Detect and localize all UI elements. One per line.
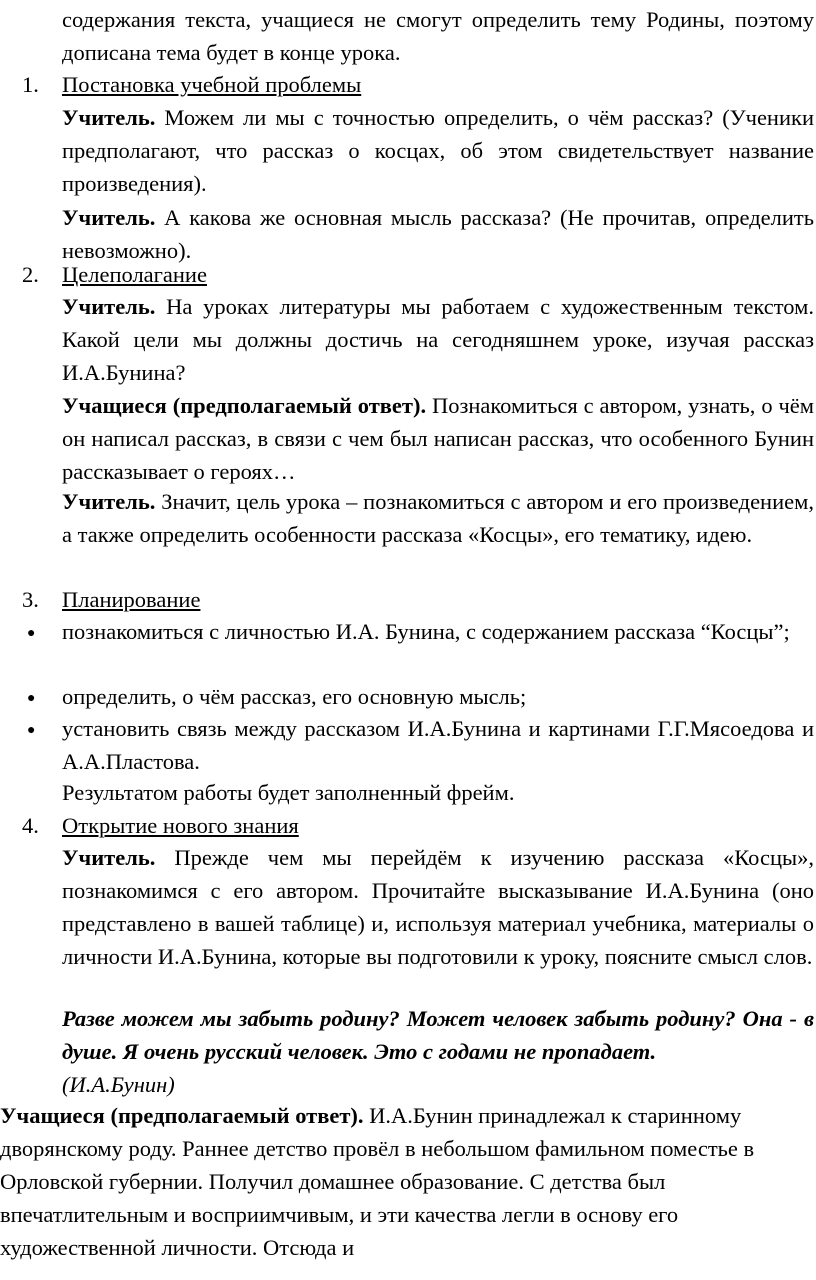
- plan-result: Результатом работы будет заполненный фрейм.: [62, 780, 515, 805]
- plan-item-3: установить связь между рассказом И.А.Бунина и картинами Г.Г.Мясоедова и А.А.Пластова.: [62, 716, 814, 774]
- speaker-label: Учащиеся (предполагаемый ответ).: [0, 1103, 364, 1128]
- section-1-paragraph-1: [62, 101, 814, 200]
- section-4-title: Открытие нового знания: [62, 813, 299, 838]
- bullet-marker: ●: [27, 723, 36, 738]
- section-2-paragraph-2: [62, 389, 814, 488]
- speaker-label: Учитель.: [62, 294, 156, 319]
- paragraph-text: Познакомиться с автором, узнать, о чём он написал рассказ, в связи с чем был написан рассказ, что особенного Бунин рассказывает о героях…: [62, 393, 814, 484]
- paragraph-text: Прежде чем мы перейдём к изучению рассказа «Косцы», познакомимся с его автором. Прочитайте высказывание И.А.Бунина (оно представлено в вашей таблице) и, используя материал учебника, материалы о личности И.А.Бунина, которые вы подготовили к уроку, поясните смысл слов.: [62, 845, 814, 969]
- speaker-label: Учитель.: [62, 105, 156, 130]
- paragraph-text: На уроках литературы мы работаем с художественным текстом. Какой цели мы должны достичь на сегодняшнем уроке, изучая рассказ И.А.Бунина?: [62, 294, 814, 385]
- section-4-paragraph-1: [62, 841, 814, 973]
- paragraph-text: Значит, цель урока – познакомиться с автором и его произведением, а также определить особенности рассказа «Косцы», его тематику, идею.: [62, 489, 814, 547]
- paragraph-text: И.А.Бунин принадлежал к старинному дворянскому роду. Раннее детство провёл в небольшом фамильном поместье в Орловской губернии. Получил домашнее образование. С детства был впечатлительным и восприимчивым, и эти качества легли в основу его художественной личности. Отсюда и: [0, 1103, 755, 1260]
- closing-paragraph: [0, 1099, 814, 1264]
- bullet-marker: ●: [27, 691, 36, 706]
- speaker-label: Учащиеся (предполагаемый ответ).: [62, 393, 427, 418]
- section-1-title: Постановка учебной проблемы: [62, 72, 362, 97]
- section-2-title: Целеполагание: [62, 262, 207, 287]
- section-1-number: 1.: [22, 72, 39, 97]
- section-3-number: 3.: [22, 587, 39, 612]
- section-2-paragraph-1: [62, 290, 814, 389]
- quote-author: (И.А.Бунин): [62, 1072, 175, 1097]
- section-2-paragraph-3: [62, 485, 814, 551]
- plan-item-1: познакомиться с личностью И.А. Бунина, с содержанием рассказа “Косцы”;: [62, 619, 790, 644]
- speaker-label: Учитель.: [62, 845, 156, 870]
- speaker-label: Учитель.: [62, 489, 156, 514]
- section-2-number: 2.: [22, 262, 39, 287]
- bunin-quote: Разве можем мы забыть родину? Может человек забыть родину? Она - в душе. Я очень русский человек. Это с годами не пропадает.: [62, 1006, 814, 1064]
- speaker-label: Учитель.: [62, 205, 156, 230]
- section-3-title: Планирование: [62, 587, 201, 612]
- bullet-marker: ●: [27, 626, 36, 641]
- section-4-number: 4.: [22, 813, 39, 838]
- paragraph-text: Можем ли мы с точностью определить, о чём рассказ? (Ученики предполагают, что рассказ о косцах, об этом свидетельствует название произведения).: [62, 105, 814, 196]
- plan-item-2: определить, о чём рассказ, его основную мысль;: [62, 684, 527, 709]
- paragraph-text: А какова же основная мысль рассказа? (Не прочитав, определить невозможно).: [62, 205, 814, 263]
- intro-paragraph: содержания текста, учащиеся не смогут определить тему Родины, поэтому дописана тема будет в конце урока.: [62, 7, 814, 65]
